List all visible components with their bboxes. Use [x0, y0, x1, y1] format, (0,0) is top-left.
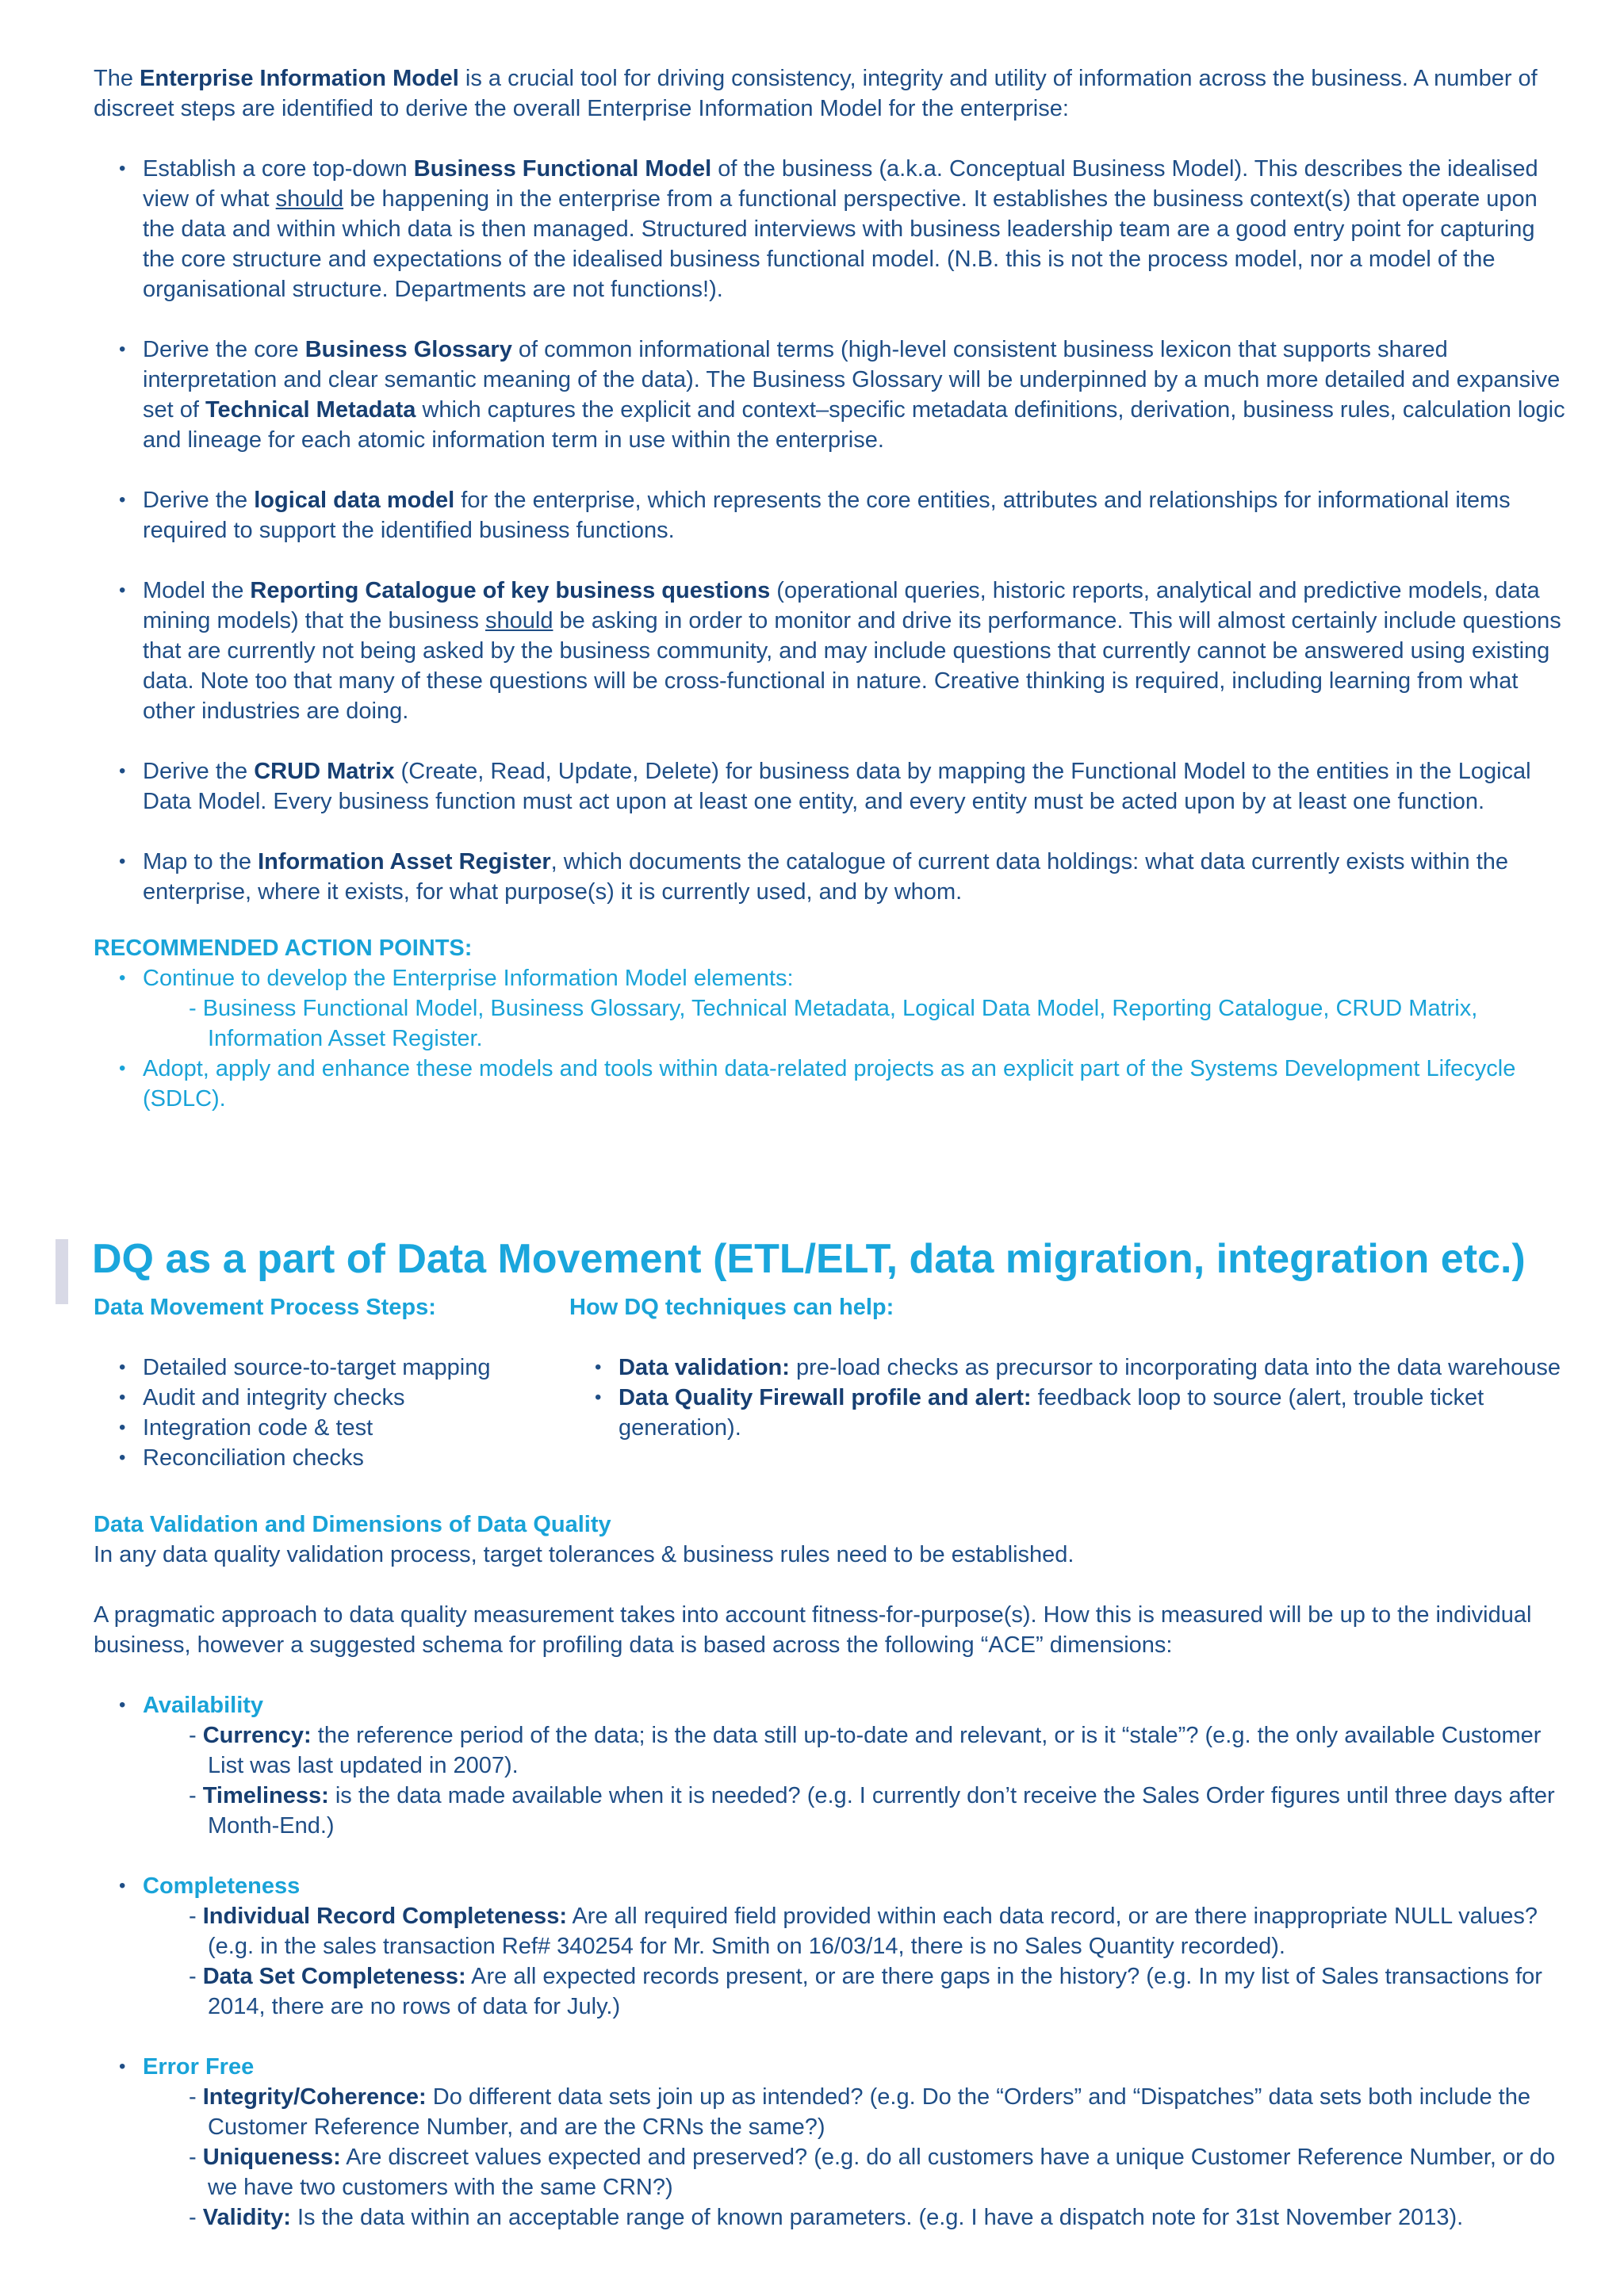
dq-techniques-title: How DQ techniques can help:	[569, 1295, 894, 1320]
document-body	[94, 63, 1568, 1114]
action-item-adopt-models: • Adopt, apply and enhance these models and tools within data-related projects as an explicit part of the Systems Development Lifecycle (SDLC).	[94, 1054, 1568, 1114]
process-steps-column	[94, 1292, 538, 1473]
action-points-title: RECOMMENDED ACTION POINTS:	[94, 936, 473, 961]
list-item: • Reconciliation checks	[94, 1443, 538, 1473]
intro-paragraph: The Enterprise Information Model is a crucial tool for driving consistency, integrity and utility of information across the business. A number of discreet steps are identified to derive the overall Enterprise Information Model for the enterprise:	[94, 66, 1538, 121]
validation-paragraph: A pragmatic approach to data quality measurement takes into account fitness-for-purpose(s). How this is measured will be up to the individual business, however a suggested schema for profiling data is based across the following “ACE” dimensions:	[94, 1602, 1532, 1658]
dimension-item: - Validity: Is the data within an acceptable range of known parameters. (e.g. I have a dispatch note for 31st November 2013).	[189, 2205, 1464, 2230]
list-item-crud-matrix: • Derive the CRUD Matrix (Create, Read, Update, Delete) for business data by mapping the Functional Model to the entities in the Logical Data Model. Every business function must act upon at least one entity, and every entity must be acted upon by at least one function.	[94, 756, 1568, 817]
action-item-develop-models: • Continue to develop the Enterprise Information Model elements: - Business Functional Model, Business Glossary, Technical Metadata, Logical Data Model, Reporting Catalogue, CRUD Matrix, Information Asset Register.	[94, 963, 1568, 1054]
list-item: • Detailed source-to-target mapping	[94, 1353, 538, 1383]
dimension-title: Completeness	[143, 1873, 301, 1899]
process-steps-list	[94, 1353, 538, 1473]
model-steps-list	[94, 154, 1568, 907]
dimension-item: - Data Set Completeness: Are all expected records present, or are there gaps in the history? (e.g. In my list of Sales transactions for 2014, there are no rows of data for July.)	[189, 1964, 1542, 2019]
list-item-business-glossary: • Derive the core Business Glossary of common informational terms (high-level consistent business lexicon that supports shared interpretation and clear semantic meaning of the data). The Business Glossary will be underpinned by a much more detailed and expansive set of Technical Metadata which captures the explicit and context–specific metadata definitions, derivation, business rules, calculation logic and lineage for each atomic information term in use within the enterprise.	[94, 335, 1568, 455]
dimension-error-free	[94, 2052, 1568, 2233]
list-item: • Integration code & test	[94, 1413, 538, 1443]
section-heading: DQ as a part of Data Movement (ETL/ELT, data migration, integration etc.)	[92, 1236, 1526, 1282]
action-points-list	[94, 963, 1568, 1114]
dimensions-list	[94, 1690, 1568, 2233]
dimension-item: - Timeliness: is the data made available when it is needed? (e.g. I currently don’t receive the Sales Order figures until three days after Month-End.)	[189, 1783, 1555, 1839]
dimension-title: Error Free	[143, 2054, 255, 2080]
dimension-availability	[94, 1690, 1568, 1841]
dimension-item: - Integrity/Coherence: Do different data sets join up as intended? (e.g. Do the “Orders” and “Dispatches” data sets both include the Customer Reference Number, and are the CRNs the same?)	[189, 2084, 1530, 2140]
list-item-dq-firewall: • Data Quality Firewall profile and alert: feedback loop to source (alert, trouble ticket generation).	[569, 1383, 1568, 1443]
dimension-item: - Uniqueness: Are discreet values expected and preserved? (e.g. do all customers have a unique Customer Reference Number, or do we have two customers with the same CRN?)	[189, 2145, 1556, 2200]
dimension-item: - Individual Record Completeness: Are all required field provided within each data record, or are there inappropriate NULL values? (e.g. in the sales transaction Ref# 340254 for Mr. Smith on 16/03/14, there is no Sales Quantity recorded).	[189, 1904, 1538, 1959]
list-item-reporting-catalogue: • Model the Reporting Catalogue of key business questions (operational queries, historic reports, analytical and predictive models, data mining models) that the business should be asking in order to monitor and drive its performance. This will almost certainly include questions that are currently not being asked by the business community, and may include questions that currently cannot be answered using existing data. Note too that many of these questions will be cross-functional in nature. Creative thinking is required, including learning from what other industries are doing.	[94, 576, 1568, 726]
list-item-logical-data-model: • Derive the logical data model for the enterprise, which represents the core entities, attributes and relationships for informational items required to support the identified business functions.	[94, 485, 1568, 545]
process-steps-title: Data Movement Process Steps:	[94, 1295, 436, 1320]
validation-line: In any data quality validation process, target tolerances & business rules need to be established.	[94, 1542, 1074, 1567]
dimension-title: Availability	[143, 1693, 264, 1718]
intro-term: Enterprise Information Model	[140, 66, 459, 91]
dq-techniques-column	[569, 1292, 1568, 1443]
dimension-item: - Currency: the reference period of the data; is the data still up-to-date and relevant, or is it “stale”? (e.g. the only available Customer List was last updated in 2007).	[189, 1723, 1542, 1778]
dimension-completeness	[94, 1871, 1568, 2022]
action-subitem: - Business Functional Model, Business Glossary, Technical Metadata, Logical Data Model, Reporting Catalogue, CRUD Matrix, Information Asset Register.	[189, 996, 1478, 1051]
validation-section	[94, 1510, 1568, 2263]
list-item-information-asset-register: • Map to the Information Asset Register, which documents the catalogue of current data holdings: what data currently exists within the enterprise, where it exists, for what purpose(s) it is currently used, and by whom.	[94, 847, 1568, 907]
dq-columns	[94, 1292, 1568, 1483]
list-item: • Audit and integrity checks	[94, 1383, 538, 1413]
list-item-data-validation: • Data validation: pre-load checks as precursor to incorporating data into the data warehouse	[569, 1353, 1568, 1383]
dq-techniques-list	[569, 1353, 1568, 1443]
validation-title: Data Validation and Dimensions of Data Quality	[94, 1512, 611, 1537]
section-marker-bar	[56, 1239, 68, 1304]
list-item-business-functional-model: • Establish a core top-down Business Functional Model of the business (a.k.a. Conceptual Business Model). This describes the idealised view of what should be happening in the enterprise from a functional perspective. It establishes the business context(s) that operate upon the data and within which data is then managed. Structured interviews with business leadership team are a good entry point for capturing the core structure and expectations of the idealised business functional model. (N.B. this is not the process model, nor a model of the organisational structure. Departments are not functions!).	[94, 154, 1568, 304]
